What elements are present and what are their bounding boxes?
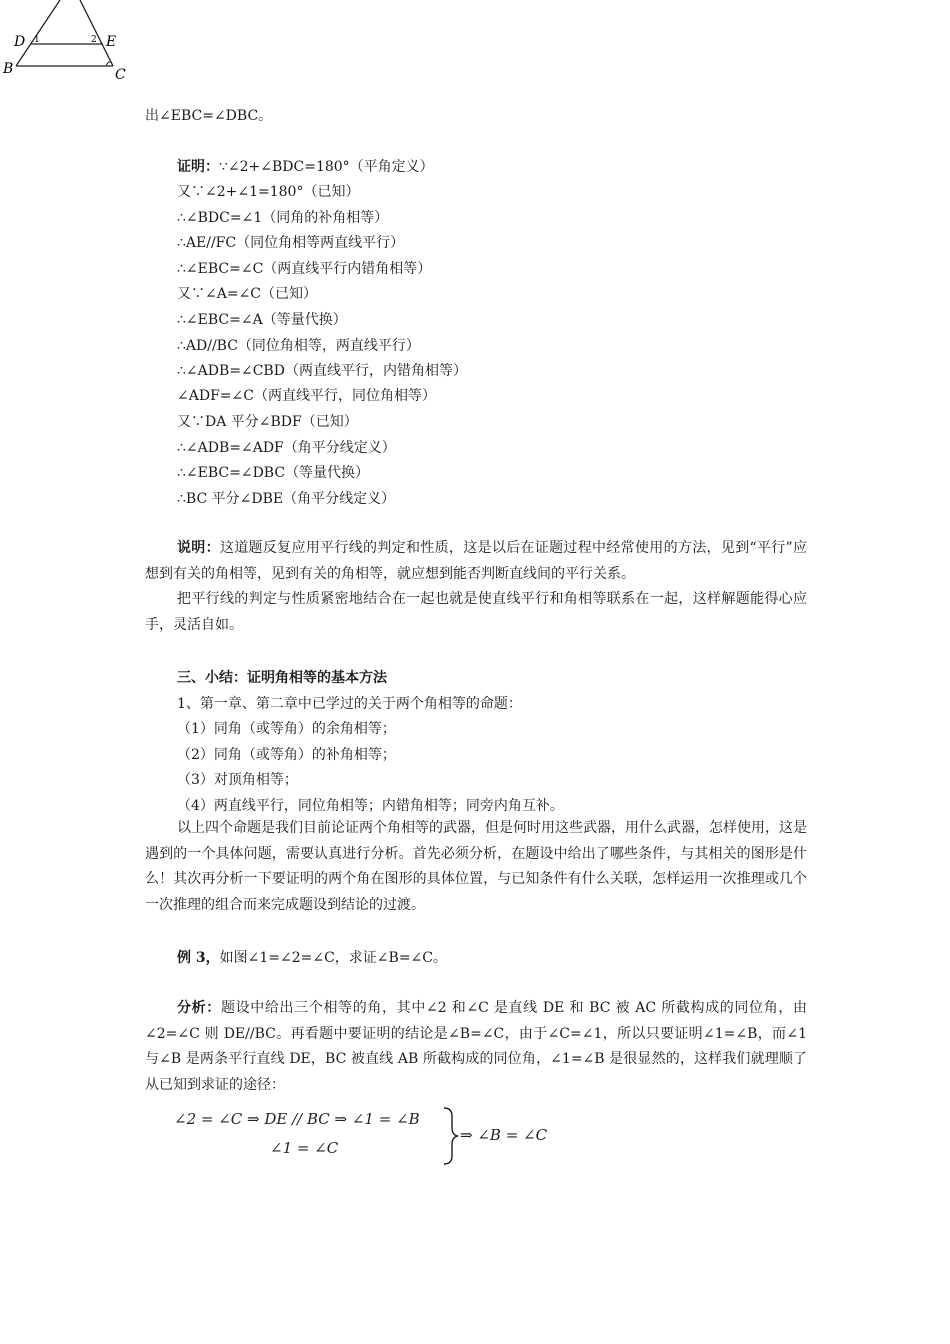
explanation-label: 说明： (177, 540, 220, 556)
analysis-paragraph (145, 996, 807, 1098)
summary-subitem: （4）两直线平行，同位角相等；内错角相等；同旁内角互补。 (177, 798, 564, 814)
example-3-text: 如图∠1=∠2=∠C，求证∠B=∠C。 (219, 950, 447, 966)
proof-step: ∴∠EBC=∠DBC（等量代换） (177, 465, 370, 481)
side-ac (80, 0, 113, 66)
proof-step: ∴∠EBC=∠A（等量代换） (177, 312, 347, 328)
analysis-label: 分析： (177, 1000, 221, 1016)
example-3-label: 例 3， (177, 950, 220, 966)
proof-chain-formula (170, 1098, 590, 1170)
formula-line-2: ∠1 = ∠C (270, 1139, 339, 1157)
explanation-paragraph (145, 536, 807, 587)
label-d: D (14, 34, 26, 50)
label-angle-2: 2 (91, 35, 97, 45)
proof-step: ∵∠2+∠BDC=180°（平角定义） (219, 159, 434, 175)
proof-step: 又∵∠2+∠1=180°（已知） (177, 184, 360, 200)
formula-result: ⇒ ∠B = ∠C (460, 1126, 548, 1144)
triangle-figure (0, 0, 140, 82)
label-c: C (115, 67, 126, 82)
summary-heading: 三、小结：证明角相等的基本方法 (177, 670, 387, 686)
analysis-text: 题设中给出三个相等的角，其中∠2 和∠C 是直线 DE 和 BC 被 AC 所截构成的同位角，由∠2=∠C 则 DE//BC。再看题中要证明的结论是∠B=∠C，由于∠C=∠1，所以只要证明∠1=∠B，而∠1 与∠B 是两条平行直线 DE，BC 被直线 AB 所截构成的同位角，∠1=∠B 是很显然的，这样我们就理顺了从已知到求证的途径： (145, 1000, 807, 1093)
proof-step: ∴BC 平分∠DBE（角平分线定义） (177, 491, 396, 507)
proof-label: 证明： (177, 159, 219, 175)
summary-item-1: 1、第一章、第二章中已学过的关于两个角相等的命题： (177, 696, 522, 712)
proof-step: ∠ADF=∠C（两直线平行，同位角相等） (177, 388, 436, 404)
proof-step: ∴∠ADB=∠CBD（两直线平行，内错角相等） (177, 363, 467, 379)
side-ab (16, 0, 60, 66)
right-brace (444, 1108, 458, 1164)
proof-first-line (177, 158, 434, 176)
summary-subitem: （1）同角（或等角）的余角相等； (177, 721, 396, 737)
proof-step: ∴∠ADB=∠ADF（角平分线定义） (177, 440, 396, 456)
proof-step: 又∵∠A=∠C（已知） (177, 286, 318, 302)
proof-step: ∴AD//BC（同位角相等，两直线平行） (177, 338, 420, 354)
summary-subitem: （2）同角（或等角）的补角相等； (177, 747, 396, 763)
proof-step: ∴AE//FC（同位角相等两直线平行） (177, 235, 405, 251)
example-3-line (177, 949, 447, 967)
proof-step: ∴∠BDC=∠1（同角的补角相等） (177, 210, 389, 226)
intro-line: 出∠EBC=∠DBC。 (145, 108, 273, 124)
proof-step: ∴∠EBC=∠C（两直线平行内错角相等） (177, 261, 432, 277)
label-angle-1: 1 (34, 35, 40, 45)
label-e: E (106, 34, 117, 50)
proof-step: 又∵DA 平分∠BDF（已知） (177, 414, 358, 430)
summary-subitem: （3）对顶角相等； (177, 772, 298, 788)
explanation-paragraph-2: 把平行线的判定与性质紧密地结合在一起也就是使直线平行和角相等联系在一起，这样解题能得心应手，灵活自如。 (145, 591, 807, 633)
formula-line-1: ∠2 = ∠C ⇒ DE // BC ⇒ ∠1 = ∠B (174, 1110, 420, 1128)
explanation-text: 这道题反复应用平行线的判定和性质，这是以后在证题过程中经常使用的方法，见到“平行”应想到有关的角相等，见到有关的角相等，就应想到能否判断直线间的平行关系。 (145, 540, 808, 582)
label-b: B (3, 61, 14, 77)
summary-paragraph: 以上四个命题是我们目前论证两个角相等的武器，但是何时用这些武器，用什么武器，怎样使用，这是遇到的一个具体问题，需要认真进行分析。首先必须分析，在题设中给出了哪些条件，与其相关的图形是什么！其次再分析一下要证明的两个角在图形的具体位置，与已知条件有什么关联，怎样运用一次推理或几个一次推理的组合而来完成题设到结论的过渡。 (145, 820, 807, 913)
